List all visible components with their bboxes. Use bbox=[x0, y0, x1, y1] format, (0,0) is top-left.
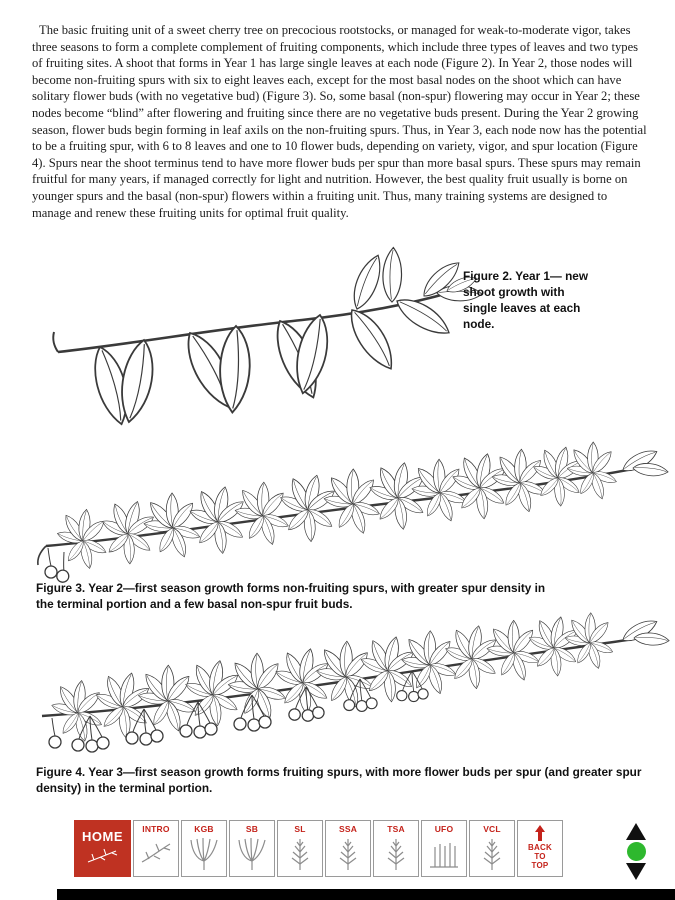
scroll-up-arrow-icon[interactable] bbox=[626, 823, 646, 840]
intro-branch-icon bbox=[140, 836, 172, 874]
page-scroll-widget bbox=[621, 823, 651, 880]
kgb-tree-icon bbox=[188, 836, 220, 874]
figure3-caption: Figure 3. Year 2—first season growth forms non-fruiting spurs, with greater spur density in the terminal portion and a few basal non-spur fruit buds. bbox=[36, 581, 546, 611]
nav-kgb-label: KGB bbox=[194, 824, 214, 834]
nav-home-button[interactable] bbox=[74, 820, 131, 877]
nav-kgb-button[interactable] bbox=[181, 820, 227, 877]
tsa-tree-icon bbox=[380, 836, 412, 874]
ssa-tree-icon bbox=[332, 836, 364, 874]
nav-sb-button[interactable] bbox=[229, 820, 275, 877]
nav-ufo-button[interactable] bbox=[421, 820, 467, 877]
vcl-tree-icon bbox=[476, 836, 508, 874]
nav-home-label: HOME bbox=[82, 829, 123, 844]
figure4-illustration bbox=[28, 612, 650, 760]
back-to-top-label: BACK TO TOP bbox=[528, 843, 552, 870]
nav-ssa-label: SSA bbox=[338, 824, 358, 834]
nav-vcl-button[interactable] bbox=[469, 820, 515, 877]
nav-tsa-button[interactable] bbox=[373, 820, 419, 877]
nav-ssa-button[interactable] bbox=[325, 820, 371, 877]
nav-sl-label: SL bbox=[294, 824, 306, 834]
back-to-top-button[interactable] bbox=[517, 820, 563, 877]
figure2-illustration bbox=[52, 248, 457, 433]
ufo-tree-icon bbox=[428, 836, 460, 874]
nav-intro-label: INTRO bbox=[142, 824, 170, 834]
bottom-bar bbox=[57, 889, 675, 900]
figure3-illustration bbox=[28, 438, 646, 578]
nav-vcl-label: VCL bbox=[483, 824, 501, 834]
nav-sb-label: SB bbox=[245, 824, 259, 834]
nav-sl-button[interactable] bbox=[277, 820, 323, 877]
scroll-down-arrow-icon[interactable] bbox=[626, 863, 646, 880]
nav-intro-button[interactable] bbox=[133, 820, 179, 877]
nav-bar bbox=[74, 820, 563, 877]
home-branch-icon bbox=[86, 848, 120, 866]
figure2-caption: Figure 2. Year 1— new shoot growth with single leaves at each node. bbox=[463, 269, 589, 331]
figure4-caption: Figure 4. Year 3—first season growth forms fruiting spurs, with more flower buds per spur (and greater spur density) in the terminal portion. bbox=[36, 765, 642, 795]
article-body: The basic fruiting unit of a sweet cherry tree on precocious rootstocks, or managed for weak-to-moderate vigor, takes three seasons to form a complete complement of fruiting components, which include three types of leaves and two types of fruiting sites. A shoot that forms in Year 1 has large single leaves at each node (Figure 2). In Year 2, those nodes will become non-fruiting spurs with six to eight leaves each, except for the most basal nodes on the shoot which can have solitary flower buds (with no vegetative bud) (Figure 3). So, some basal (non-spur) flowering may occur in Year 2; these nodes become “blind” after flowering and fruiting since there are no vegetative buds present. During the Year 2 growing season, flower buds begin forming in leaf axils on the non-fruiting spurs. Thus, in Year 3, each node now has the potential to be a fruiting spur, with 6 to 8 leaves and one to 10 flower buds, depending on variety, vigor, and spur location (Figure 4). Spurs near the shoot terminus tend to have more flower buds per spur than more basal spurs. These spurs may remain fruitful for many years, if managed correctly for light and nutrition. However, the best quality fruit usually is borne on younger spurs and the basal (non-spur) flowers within a fruiting unit. Thus, many training systems are designed to manage and renew these fruiting units for optimal fruit quality. bbox=[32, 23, 647, 220]
nav-ufo-label: UFO bbox=[434, 824, 454, 834]
sb-tree-icon bbox=[236, 836, 268, 874]
back-to-top-arrow-icon bbox=[534, 825, 546, 841]
scroll-position-indicator[interactable] bbox=[627, 842, 646, 861]
sl-tree-icon bbox=[284, 836, 316, 874]
nav-tsa-label: TSA bbox=[387, 824, 405, 834]
